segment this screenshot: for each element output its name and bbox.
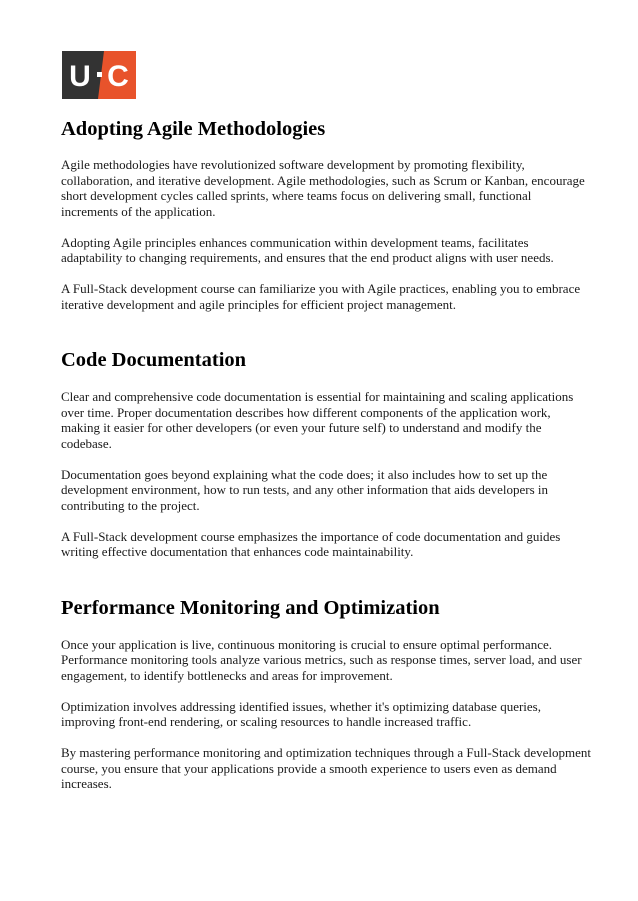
section-agile xyxy=(61,116,591,312)
section-heading: Performance Monitoring and Optimization xyxy=(61,596,440,619)
section-performance-monitoring xyxy=(61,595,591,792)
section-code-documentation xyxy=(61,347,591,560)
section-heading: Code Documentation xyxy=(61,349,247,371)
uc-logo xyxy=(62,51,136,99)
paragraph: A Full-Stack development course can familiarize you with Agile practices, enabling you to embrace iterative development and agile principles for efficient project management. xyxy=(61,281,581,312)
paragraph: Adopting Agile principles enhances communication within development teams, facilitates adaptability to changing requirements, and ensures that the end product aligns with user needs. xyxy=(61,234,554,265)
section-heading: Adopting Agile Methodologies xyxy=(61,118,326,140)
paragraph: Once your application is live, continuous monitoring is crucial to ensure optimal performance. Performance monitoring tools analyze various metrics, such as response times, server load, and user engagement, to identify bottlenecks and areas for improvement. xyxy=(61,636,582,683)
paragraph: Documentation goes beyond explaining what the code does; it also includes how to set up the development environment, how to run tests, and any other information that aids developers in contributing to the project. xyxy=(61,466,549,513)
logo-letter-left: U xyxy=(69,60,91,93)
paragraph: Agile methodologies have revolutionized software development by promoting flexibility, collaboration, and iterative development. Agile methodologies, such as Scrum or Kanban, encourage short development cycles called sprints, where teams focus on delivering small, functional increments of the application. xyxy=(61,157,585,219)
article-content xyxy=(61,116,591,792)
paragraph: Clear and comprehensive code documentation is essential for maintaining and scaling applications over time. Proper documentation describes how different components of the application work, making it easier for other developers (or even your future self) to understand and modify the codebase. xyxy=(61,389,574,451)
logo-dot xyxy=(97,72,102,77)
paragraph: A Full-Stack development course emphasizes the importance of code documentation and guides writing effective documentation that enhances code maintainability. xyxy=(61,528,561,559)
paragraph: Optimization involves addressing identified issues, whether it's optimizing database queries, improving front-end rendering, or scaling resources to handle increased traffic. xyxy=(61,698,541,729)
paragraph: By mastering performance monitoring and optimization techniques through a Full-Stack development course, you ensure that your applications provide a smooth experience to users even as demand increases. xyxy=(61,745,591,791)
logo-letter-right: C xyxy=(107,60,129,93)
